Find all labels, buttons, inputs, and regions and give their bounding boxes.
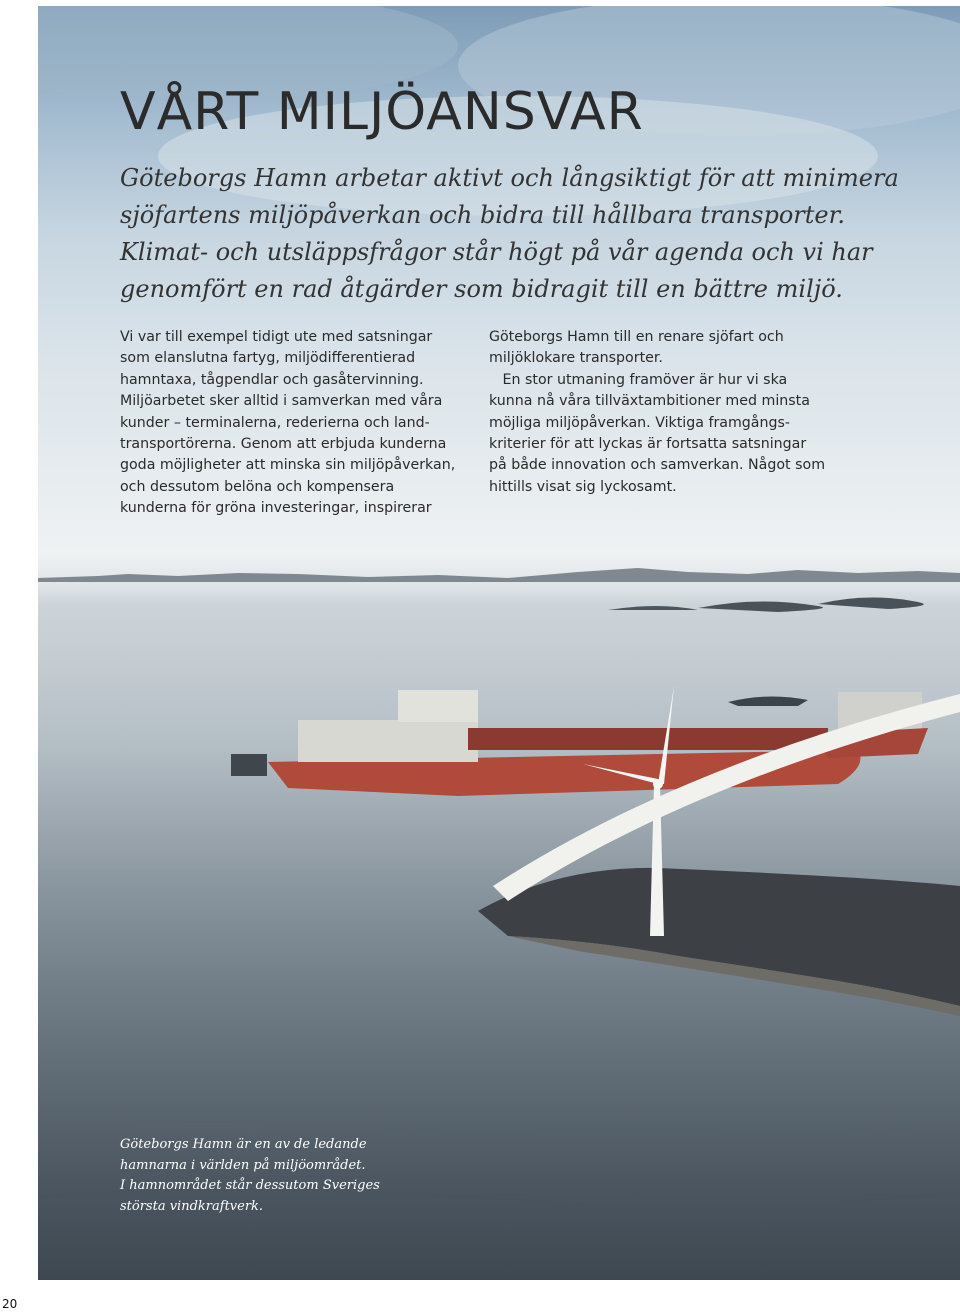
body-line: som elanslutna fartyg, miljödifferentierad [120,350,416,367]
wave [38,1122,960,1136]
page-title: VÅRT MILJÖANSVAR [120,82,644,142]
body-line: på både innovation och samverkan. Något som [489,457,826,474]
intro-line: sjöfartens miljöpåverkan och bidra till hållbara transporter. [120,201,846,229]
intro-line: Klimat- och utsläppsfrågor står högt på vår agenda och vi har [120,238,873,266]
body-line: kunna nå våra tillväxtambitioner med minsta [489,393,810,410]
island [698,601,823,612]
body-line: miljöklokare transporter. [489,350,663,367]
body-line: Göteborgs Hamn till en renare sjöfart och [489,329,784,345]
pier [231,754,267,776]
ship-bridge [398,690,478,722]
wind-turbine-blade-foreground [493,694,960,901]
ship-superstructure [298,720,478,762]
photo-caption [120,1135,380,1217]
horizon-islands [38,568,960,582]
body-line: goda möjligheter att minska sin miljöpåverkan, [120,457,456,474]
page-number: 20 [2,1297,18,1311]
body-line: hittills visat sig lyckosamt. [489,478,677,495]
peninsula [478,868,960,1006]
body-text-left-column [120,327,470,520]
body-line: kunder – terminalerna, rederierna och land- [120,414,430,431]
intro-line: Göteborgs Hamn arbetar aktivt och långsiktigt för att minimera [120,164,899,192]
body-line: kriterier för att lyckas är fortsatta satsningar [489,436,807,453]
body-text-right-column [489,327,839,498]
ship-deck [468,728,828,750]
caption-line: I hamnområdet står dessutom Sveriges [120,1178,380,1193]
body-line: kunderna för gröna investeringar, inspirerar [120,500,432,517]
intro-line: genomfört en rad åtgärder som bidragit till en bättre miljö. [120,275,843,303]
island [728,696,808,706]
caption-line: Göteborgs Hamn är en av de ledande [120,1137,367,1152]
island [818,597,924,609]
intro-paragraph [120,160,899,308]
body-line: Vi var till exempel tidigt ute med satsningar [120,329,433,345]
body-line: möjliga miljöpåverkan. Viktiga framgångs- [489,414,791,431]
body-line: Miljöarbetet sker alltid i samverkan med våra [120,393,443,410]
body-line: En stor utmaning framöver är hur vi ska [489,371,788,388]
caption-line: största vindkraftverk. [120,1198,264,1214]
body-line: hamntaxa, tågpendlar och gasåtervinning. [120,371,424,388]
caption-line: hamnarna i världen på miljöområdet. [120,1157,366,1173]
island [608,606,698,610]
body-line: och dessutom belöna och kompensera [120,478,395,495]
body-line: transportörerna. Genom att erbjuda kunderna [120,436,447,453]
